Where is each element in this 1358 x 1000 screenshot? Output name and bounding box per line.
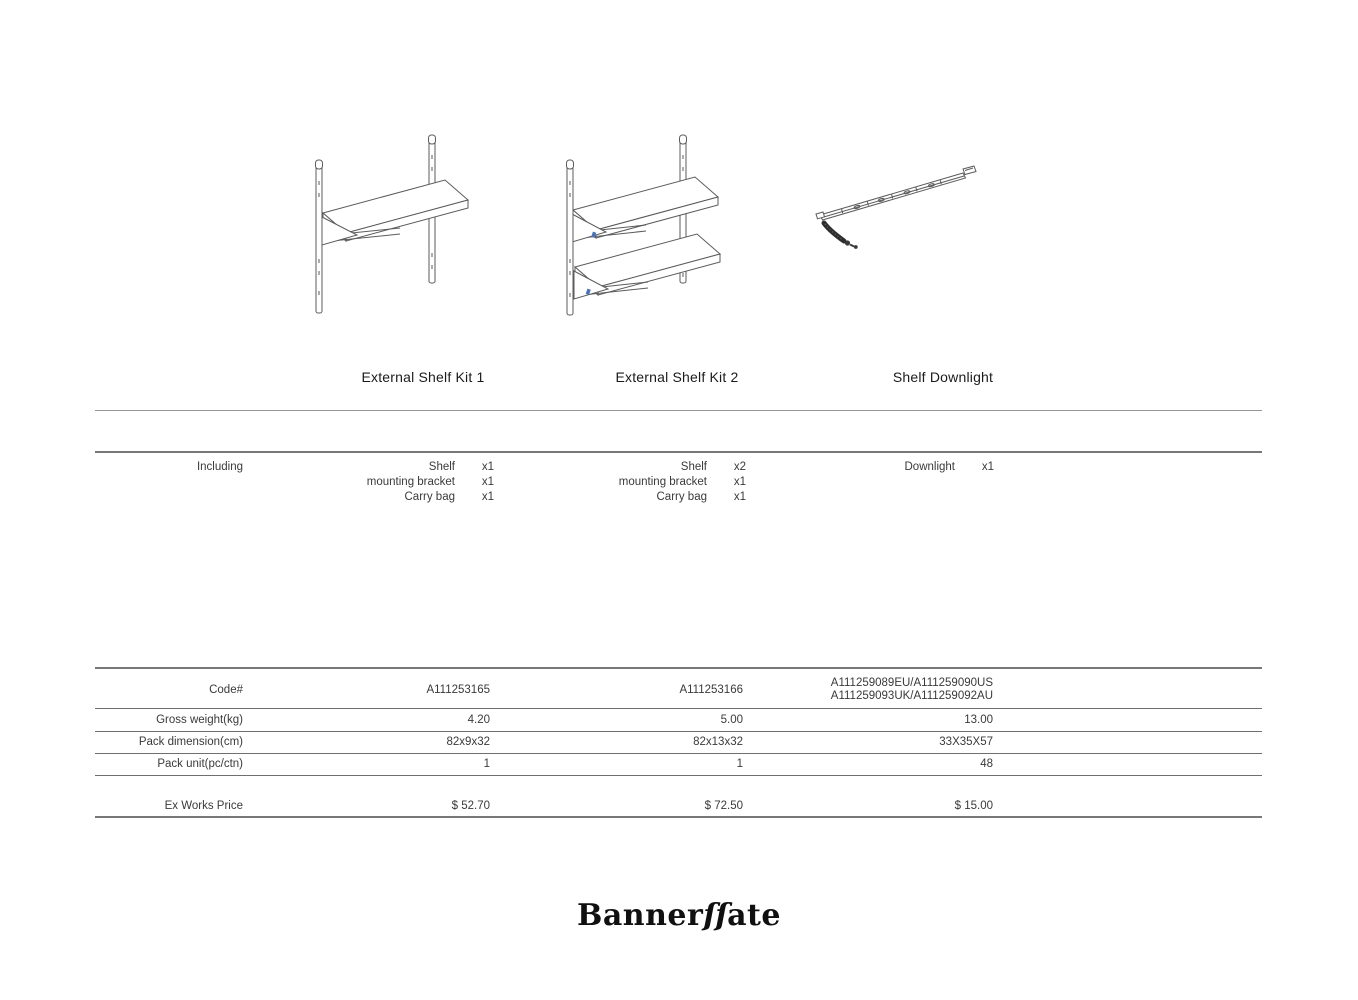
product-title-2: External Shelf Kit 2 (615, 369, 739, 385)
including-list-product-3 (805, 460, 994, 475)
pack-dimension-product-3: 33X35X57 (939, 736, 993, 748)
pack-unit-product-2: 1 (736, 758, 743, 770)
table-row-code (0, 677, 1358, 702)
including-item (305, 475, 494, 490)
logo-text-prefix: Banner (576, 898, 704, 933)
logo-stylized-m: ſſ (703, 898, 728, 933)
item-qty: x1 (733, 491, 746, 504)
logo-text-suffix: ate (727, 898, 781, 933)
pack-dimension-product-2: 82x13x32 (693, 736, 743, 748)
including-item (557, 460, 746, 475)
including-item (305, 460, 494, 475)
product-title-1: External Shelf Kit 1 (361, 369, 485, 385)
item-qty: x1 (733, 476, 746, 489)
including-item (305, 490, 494, 505)
item-name: Shelf (428, 461, 455, 473)
item-name: Shelf (680, 461, 707, 473)
item-qty: x1 (481, 461, 494, 473)
gross-weight-product-3: 13.00 (964, 714, 993, 726)
price-product-1: $ 52.70 (451, 800, 490, 812)
pack-dimension-product-1: 82x9x32 (446, 736, 490, 748)
item-qty: x1 (981, 461, 994, 473)
product-title-3: Shelf Downlight (892, 369, 994, 385)
rule-below-pack-dimension (95, 753, 1262, 754)
gross-weight-product-2: 5.00 (720, 714, 743, 726)
including-list-product-1 (305, 460, 494, 506)
rule-below-pack-unit (95, 775, 1262, 776)
item-name: mounting bracket (618, 476, 707, 489)
rule-below-code (95, 708, 1262, 709)
pack-unit-product-3: 48 (980, 758, 993, 770)
table-row-pack-dimension (0, 735, 1358, 749)
row-label: Ex Works Price (164, 800, 243, 812)
code-line-2: A111259093UK/A111259092AU (830, 690, 993, 702)
including-item (557, 490, 746, 505)
brand-logo (0, 898, 1358, 933)
gross-weight-product-1: 4.20 (467, 714, 490, 726)
code-product-1: A111253165 (426, 684, 490, 696)
rule-below-titles (95, 410, 1262, 411)
rule-below-gross-weight (95, 731, 1262, 732)
row-label: Gross weight(kg) (156, 714, 243, 726)
item-name: Downlight (904, 461, 955, 473)
code-product-2: A111253166 (679, 684, 743, 696)
item-qty: x1 (481, 476, 494, 489)
product-illustration-shelf-downlight (812, 158, 980, 250)
row-label: Pack dimension(cm) (138, 736, 243, 748)
table-row-pack-unit (0, 757, 1358, 771)
item-name: Carry bag (404, 491, 455, 504)
table-row-price (0, 799, 1358, 813)
row-label: Pack unit(pc/ctn) (157, 758, 243, 770)
price-product-2: $ 72.50 (704, 800, 743, 812)
product-illustration-external-shelf-kit-1 (305, 133, 475, 318)
table-row-gross-weight (0, 713, 1358, 727)
product-illustration-external-shelf-kit-2 (558, 133, 728, 320)
rule-above-including (95, 451, 1262, 453)
rule-table-bottom (95, 816, 1262, 818)
item-qty: x1 (481, 491, 494, 504)
price-product-3: $ 15.00 (954, 800, 993, 812)
pack-unit-product-1: 1 (483, 758, 490, 770)
rule-table-top (95, 667, 1262, 669)
row-label: Code# (209, 684, 243, 696)
including-label: Including (196, 461, 243, 473)
item-qty: x2 (733, 461, 746, 473)
including-item (805, 460, 994, 475)
item-name: Carry bag (656, 491, 707, 504)
code-product-3 (793, 677, 993, 703)
code-line-1: A111259089EU/A111259090US (830, 677, 993, 689)
including-list-product-2 (557, 460, 746, 506)
including-item (557, 475, 746, 490)
item-name: mounting bracket (366, 476, 455, 489)
